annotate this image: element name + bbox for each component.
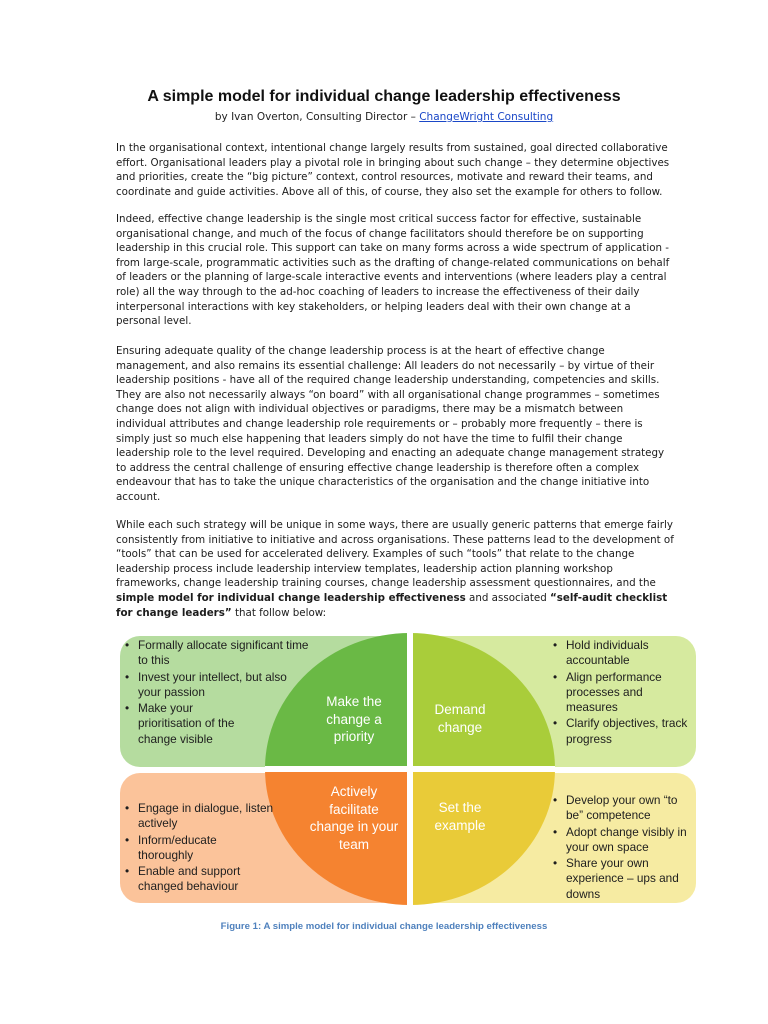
bullet-item: • Engage in dialogue, listen actively: [122, 801, 278, 832]
bullet-item: • Enable and support changed behaviour: [122, 864, 278, 895]
bullets-top-left: [122, 638, 312, 748]
bullet-item: • Invest your intellect, but also your passion: [122, 670, 288, 701]
byline-text: by Ivan Overton, Consulting Director –: [214, 111, 420, 123]
changewright-link[interactable]: ChangeWright Consulting: [419, 111, 554, 123]
bullets-bottom-right: [550, 793, 700, 903]
paragraph-2: Indeed, effective change leadership is the single most critical success factor for effective, sustainable organisational change, and much of the focus of change facilitators should therefore be on supporting leadership in this crucial role. This support can take on many forms across a wide spectrum of application - from large-scale, programmatic activities such as the drafting of change-related communications on behalf of leaders or the planning of large-scale interactive events and interventions (where leaders play a central role) all the way through to the ad-hoc coaching of leaders to increase the effectiveness of their daily interpersonal interactions with key stakeholders, or helping leaders deal with their own change at a personal level.: [116, 213, 670, 328]
bullet-item: • Inform/educate thoroughly: [122, 833, 256, 864]
bullet-item: • Make your prioritisation of the change visible: [122, 701, 258, 747]
change-leadership-model-figure: [116, 633, 700, 905]
figure-caption: Figure 1: A simple model for individual change leadership effectiveness: [220, 921, 548, 932]
bullet-item: • Develop your own “to be” competence: [550, 793, 684, 824]
bullets-top-right: [550, 638, 700, 748]
bullet-item: • Clarify objectives, track progress: [550, 716, 696, 747]
paragraph-4-text-mid: and associated: [465, 591, 551, 604]
paragraph-4-bold-model: simple model for individual change leadership effectiveness: [116, 591, 466, 604]
paragraph-4: [116, 518, 676, 620]
label-actively-facilitate: Actively facilitate change in your team: [309, 784, 399, 852]
label-demand-change: Demand change: [434, 702, 486, 735]
bullets-bottom-left: [122, 801, 272, 896]
byline: [0, 111, 768, 123]
paragraph-4-text: While each such strategy will be unique in some ways, there are usually generic patterns that emerge fairly consistently from initiative to initiative and across organisations. These patterns lead to the development of “tools” that can be used for accelerated delivery. Examples of such “tools” that relate to the change leadership process include leadership interview templates, leadership action planning workshop frameworks, change leadership training courses, change leadership assessment questionnaires, and the: [116, 519, 674, 590]
bullet-item: • Formally allocate significant time to this: [122, 638, 312, 669]
label-make-change-priority: Make the change a priority: [326, 694, 382, 744]
bullet-item: • Hold individuals accountable: [550, 638, 666, 669]
circle-segment-example: [410, 769, 555, 905]
bullet-item: • Share your own experience – ups and downs: [550, 856, 706, 902]
paragraph-3: Ensuring adequate quality of the change leadership process is at the heart of effective change management, and also remains its essential challenge: All leaders do not necessarily – by virtue of their leadership positions - have all of the required change leadership understanding, competencies and skills. They are also not necessarily always “on board” with all organisational change programmes – sometimes change does not align with individual objectives or paradigms, there may be a mismatch between individual attributes and change leadership role requirements or – probably more frequently – there is simply just so much else happening that leaders simply do not have the time to fulfil their change leadership role to the level required. Developing and enacting an adequate change management strategy to address the central challenge of ensuring effective change leadership is therefore often a complex endeavour that has to take the unique characteristics of the organisation and the change initiative into account.: [116, 345, 665, 503]
paragraph-1: In the organisational context, intentional change largely results from sustained, goal directed collaborative effort. Organisational leaders play a pivotal role in bringing about such change – they determine objectives and priorities, create the “big picture” context, control resources, motivate and reward their teams, and coordinate and guide activities. Above all of this, of course, they also set the example for others to follow.: [116, 142, 670, 198]
bullet-item: • Align performance processes and measures: [550, 670, 696, 716]
label-set-example: Set the example: [434, 800, 486, 833]
bullet-item: • Adopt change visibly in your own space: [550, 825, 706, 856]
document-title: A simple model for individual change leadership effectiveness: [147, 88, 621, 105]
paragraph-4-bold-checklist: “self-audit checklist for change leaders”: [116, 591, 668, 619]
paragraph-4-text-end: that follow below:: [231, 606, 327, 619]
